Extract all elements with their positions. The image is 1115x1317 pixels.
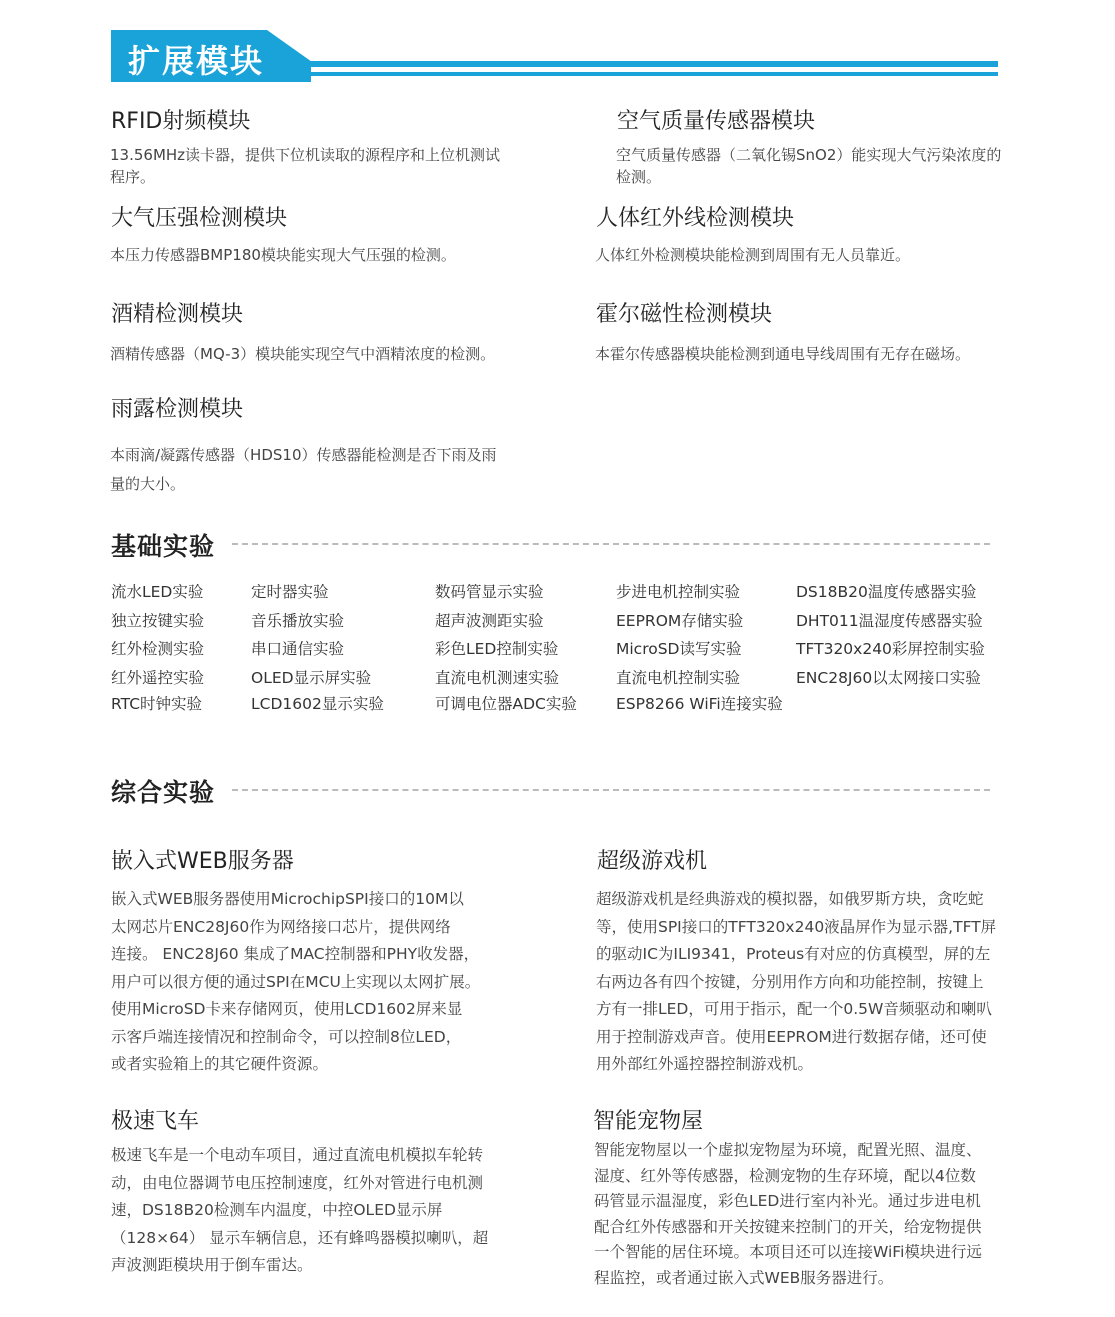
desc-line: 右两边各有四个按键，分别用作方向和功能控制，按键上 — [596, 972, 984, 991]
project-title-web-server: 嵌入式WEB服务器 — [111, 849, 294, 874]
experiment-item: 流水LED实验 — [111, 583, 204, 601]
desc-line: 使用MicroSD卡来存储网页，使用LCD1602屏来显 — [111, 1000, 463, 1018]
desc-line: 嵌入式WEB服务器使用MicrochipSPI接口的10M以 — [111, 890, 464, 908]
desc-line: 等，使用SPI接口的TFT320x240液晶屏作为显示器,TFT屏 — [596, 917, 997, 936]
desc-line: 极速飞车是一个电动车项目，通过直流电机模拟车轮转 — [111, 1146, 484, 1164]
module-desc-rain: 本雨滴/凝露传感器（HDS10）传感器能检测是否下雨及雨量的大小。 — [110, 446, 497, 493]
module-title-hall: 霍尔磁性检测模块 — [596, 302, 773, 327]
module-desc-alcohol: 酒精传感器（MQ-3）模块能实现空气中酒精浓度的检测。 — [110, 345, 496, 363]
desc-line: 方有一排LED，可用于指示，配一个0.5W音频驱动和喇叭 — [596, 1000, 992, 1018]
desc-line: 示客戶端连接情况和控制命令，可以控制8位LED， — [111, 1027, 462, 1046]
desc-line: 配合红外传感器和开关按键来控制门的开关，给宠物提供 — [594, 1217, 982, 1236]
experiment-item: RTC时钟实验 — [111, 695, 203, 713]
experiment-item: 超声波测距实验 — [435, 612, 544, 630]
module-desc-rfid: 13.56MHz读卡器，提供下位机读取的源程序和上位机测试程序。 — [110, 146, 501, 186]
desc-line: 的驱动IC为ILI9341，Proteus有对应的仿真模型，屏的左 — [596, 945, 991, 963]
desc-line: 程监控，或者通过嵌入式WEB服务器进行。 — [594, 1268, 894, 1287]
page-title: 扩展模块 — [128, 42, 265, 80]
experiment-item: 步进电机控制实验 — [616, 583, 741, 601]
module-desc-infrared: 人体红外检测模块能检测到周围有无人员靠近。 — [595, 246, 911, 264]
experiment-item: 直流电机控制实验 — [616, 669, 741, 687]
module-desc-air-quality: 空气质量传感器（二氧化锡SnO2）能实现大气污染浓度的检测。 — [616, 146, 1002, 186]
module-title-infrared: 人体红外线检测模块 — [596, 206, 795, 231]
experiment-item: 独立按键实验 — [111, 612, 205, 630]
desc-line: 用于控制游戏声音。使用EEPROM进行数据存储，还可使 — [596, 1027, 987, 1046]
project-desc-game-console — [596, 886, 1006, 1079]
experiment-item: 数码管显示实验 — [435, 583, 544, 601]
module-desc-pressure: 本压力传感器BMP180模块能实现大气压强的检测。 — [110, 246, 456, 264]
desc-line: 声波测距模块用于倒车雷达。 — [111, 1256, 313, 1274]
desc-line: 用外部红外遥控器控制游戏机。 — [596, 1055, 814, 1073]
module-title-pressure: 大气压强检测模块 — [111, 206, 288, 231]
desc-line: 码管显示温湿度，彩色LED进行室内补光。通过步进电机 — [594, 1192, 981, 1210]
section-divider — [232, 789, 990, 791]
desc-line: 连接。 ENC28J60 集成了MAC控制器和PHY收发器， — [111, 945, 480, 963]
module-title-rfid: RFID射频模块 — [111, 109, 251, 134]
desc-line: （128×64） 显示车辆信息，还有蜂鸣器模拟喇叭，超 — [111, 1228, 489, 1247]
experiment-item: 彩色LED控制实验 — [435, 640, 559, 658]
project-title-game-console: 超级游戏机 — [597, 849, 708, 874]
desc-line: 太网芯片ENC28J60作为网络接口芯片，提供网络 — [111, 917, 451, 936]
desc-line: 湿度、红外等传感器，检测宠物的生存环境，配以4位数 — [594, 1166, 976, 1185]
experiment-item: 红外遥控实验 — [111, 669, 205, 687]
desc-line: 速，DS18B20检测车内温度，中控OLED显示屏 — [111, 1201, 443, 1219]
experiment-item: TFT320x240彩屏控制实验 — [796, 640, 985, 658]
experiment-item: OLED显示屏实验 — [251, 669, 372, 687]
desc-line: 用户可以很方便的通过SPI在MCU上实现以太网扩展。 — [111, 972, 481, 991]
module-title-alcohol: 酒精检测模块 — [111, 302, 244, 327]
section-title-comprehensive: 综合实验 — [111, 778, 216, 807]
desc-line: 智能宠物屋以一个虚拟宠物屋为环境，配置光照、温度、 — [594, 1141, 982, 1159]
experiment-item: DS18B20温度传感器实验 — [796, 583, 977, 601]
experiment-item: 定时器实验 — [251, 583, 329, 601]
project-title-racing-car: 极速飞车 — [111, 1109, 200, 1134]
experiment-item: 红外检测实验 — [111, 640, 205, 658]
project-desc-racing-car — [111, 1142, 511, 1280]
desc-line: 或者实验箱上的其它硬件资源。 — [111, 1055, 329, 1073]
module-title-rain: 雨露检测模块 — [111, 397, 244, 422]
section-divider — [232, 543, 990, 545]
project-desc-pet-house — [594, 1138, 1006, 1291]
experiment-item: ESP8266 WiFi连接实验 — [616, 695, 783, 713]
module-desc-hall: 本霍尔传感器模块能检测到通电导线周围有无存在磁场。 — [595, 345, 971, 363]
experiment-item: LCD1602显示实验 — [251, 695, 384, 713]
project-title-pet-house: 智能宠物屋 — [593, 1109, 704, 1134]
experiment-item: MicroSD读写实验 — [616, 640, 742, 658]
banner-stripe-thin — [300, 72, 998, 76]
experiment-item: 音乐播放实验 — [251, 612, 345, 630]
experiment-item: ENC28J60以太网接口实验 — [796, 669, 981, 687]
project-desc-web-server — [111, 886, 511, 1079]
desc-line: 动，由电位器调节电压控制速度，红外对管进行电机测 — [111, 1173, 484, 1192]
experiment-item: 可调电位器ADC实验 — [435, 695, 577, 713]
experiment-item: EEPROM存储实验 — [616, 612, 744, 630]
experiment-item: 直流电机测速实验 — [435, 669, 560, 687]
experiment-item: DHT011温湿度传感器实验 — [796, 612, 983, 630]
module-title-air-quality: 空气质量传感器模块 — [617, 109, 816, 134]
desc-line: 超级游戏机是经典游戏的模拟器，如俄罗斯方块，贪吃蛇 — [596, 890, 984, 908]
experiment-item: 串口通信实验 — [251, 640, 345, 658]
desc-line: 一个智能的居住环境。本项目还可以连接WiFi模块进行远 — [594, 1243, 982, 1261]
section-title-basic: 基础实验 — [111, 532, 216, 561]
